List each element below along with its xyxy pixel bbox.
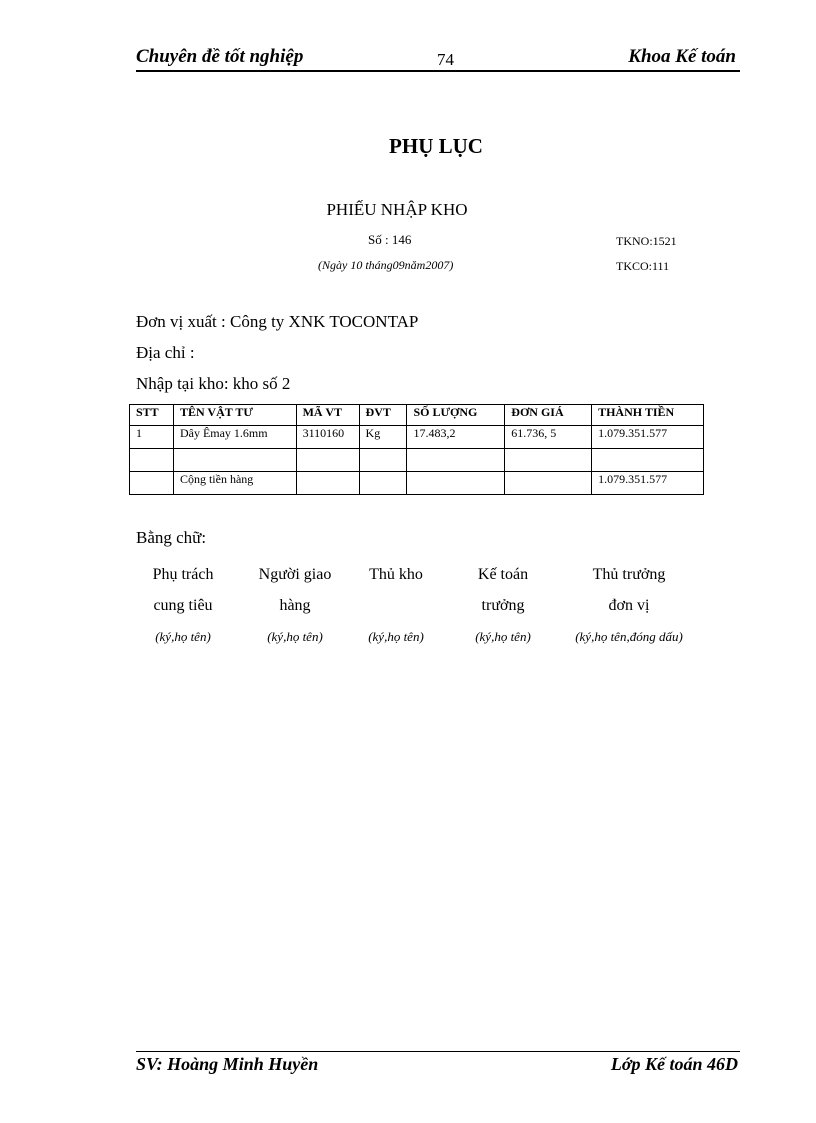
signature-title: Phụ trách (152, 566, 214, 583)
table-cell: 1.079.351.577 (592, 472, 704, 495)
table-cell: 1.079.351.577 (592, 426, 704, 449)
table-cell: Kg (359, 426, 407, 449)
table-cell (130, 449, 174, 472)
signature-title (349, 590, 443, 621)
receipt-title: PHIẾU NHẬP KHO (326, 200, 468, 219)
debit-account: TKNO:1521 (616, 234, 677, 248)
signature-title: trưởng (481, 597, 525, 614)
signature-title: hàng (279, 597, 311, 614)
footer-right: Lớp Kế toán 46D (610, 1054, 738, 1074)
table-row (130, 426, 704, 449)
table-cell (296, 449, 359, 472)
col-header: ĐVT (359, 405, 407, 426)
signature-block (557, 559, 701, 652)
footer-left: SV: Hoàng Minh Huyền (136, 1054, 319, 1074)
signature-note: (ký,họ tên) (368, 629, 424, 644)
table-cell (407, 472, 505, 495)
header-right: Khoa Kế toán (628, 46, 736, 67)
table-cell (592, 449, 704, 472)
table-cell (130, 472, 174, 495)
signature-title: Người giao (258, 566, 332, 583)
issuer-line: Đơn vị xuất : Công ty XNK TOCONTAP (136, 312, 419, 331)
col-header: ĐƠN GIÁ (505, 405, 592, 426)
table-cell (407, 449, 505, 472)
table-cell: 61.736, 5 (505, 426, 592, 449)
table-cell (296, 472, 359, 495)
in-words-label: Bằng chữ: (136, 528, 207, 547)
receipt-number: Số : 146 (368, 232, 412, 247)
table-row (130, 449, 704, 472)
signature-note: (ký,họ tên,đóng dấu) (575, 629, 683, 644)
signature-title: đơn vị (608, 597, 650, 614)
header-rule (136, 70, 740, 72)
signature-block (349, 559, 443, 652)
receipt-date: (Ngày 10 tháng09năm2007) (318, 258, 454, 272)
signature-block (243, 559, 347, 652)
col-header: SỐ LƯỢNG (407, 405, 505, 426)
table-cell (359, 472, 407, 495)
col-header: THÀNH TIỀN (592, 405, 704, 426)
goods-table (129, 404, 704, 495)
signature-block (130, 559, 236, 652)
table-cell (359, 449, 407, 472)
signature-title: cung tiêu (153, 597, 213, 614)
footer-rule (136, 1051, 740, 1052)
table-cell: 17.483,2 (407, 426, 505, 449)
page-number: 74 (437, 50, 454, 69)
table-cell (505, 472, 592, 495)
col-header: MÃ VT (296, 405, 359, 426)
signature-title: Thủ kho (369, 566, 423, 583)
signature-note: (ký,họ tên) (155, 629, 211, 644)
table-cell: 1 (130, 426, 174, 449)
table-cell: 3110160 (296, 426, 359, 449)
header-left: Chuyên đề tốt nghiệp (136, 46, 304, 67)
table-row (130, 472, 704, 495)
page-title: PHỤ LỤC (389, 134, 483, 158)
col-header: TÊN VẬT TƯ (173, 405, 296, 426)
signature-note: (ký,họ tên) (267, 629, 323, 644)
table-cell: Cộng tiền hàng (173, 472, 296, 495)
signature-title: Kế toán (477, 566, 529, 583)
signature-block (453, 559, 553, 652)
warehouse-line: Nhập tại kho: kho số 2 (136, 374, 291, 393)
table-header-row (130, 405, 704, 426)
table-cell (173, 449, 296, 472)
table-cell (505, 449, 592, 472)
address-line: Địa chỉ : (136, 343, 195, 362)
col-header: STT (130, 405, 174, 426)
table-cell: Dây Êmay 1.6mm (173, 426, 296, 449)
credit-account: TKCO:111 (616, 259, 670, 273)
signature-title: Thủ trưởng (592, 566, 666, 583)
signature-note: (ký,họ tên) (475, 629, 531, 644)
